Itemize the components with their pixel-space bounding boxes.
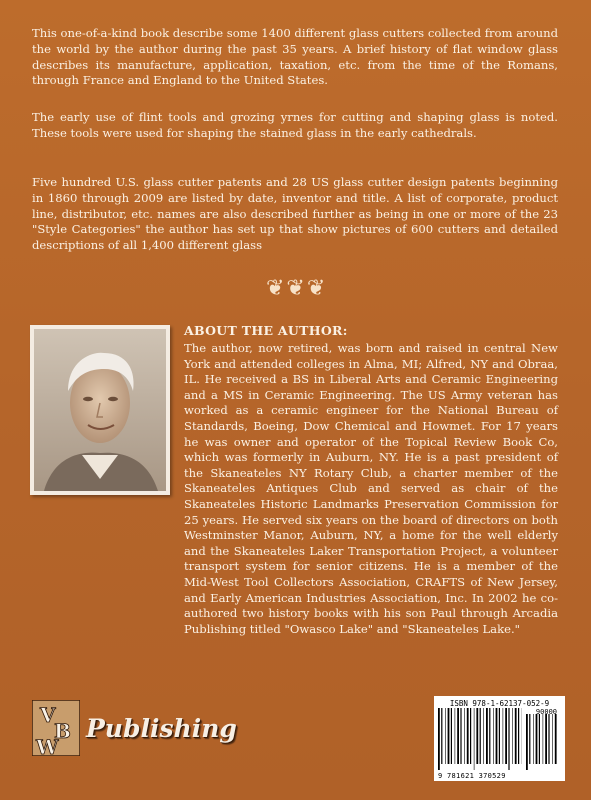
about-author-text: The author, now retired, was born and raised in central New York and attended colleges in Alma, MI; Alfred, NY and Obraa, IL. He received a BS in Liberal Arts and Ceramic Engineering and a MS in Ceramic Engineering. The US Army veteran has worked as a ceramic engineer for the National Bureau of Standards, Boeing, Dow Chemical and Howmet. For 17 years he was owner and operator of the Topical Review Book Co, which was formerly in Auburn, NY. He is a past president of the Skaneateles NY Rotary Club, a charter member of the Skaneateles Antiques Club and served as chair of the Skaneateles Historic Landmarks Preservation Commission for 25 years. He served six years on the board of directors on both Westminster Manor, Auburn, NY, a home for the well elderly and the Skaneateles Laker Transportation Project, a volunteer transport system for senior citizens. He is a member of the Mid-West Tool Collectors Association, CRAFTS of New Jersey, and Early American Industries Association, Inc. In 2002 he co-authored two history books with his son Paul through Arcadia Publishing titled "Owasco Lake" and "Skaneateles Lake." [184,341,558,636]
blurb-paragraph-3: Five hundred U.S. glass cutter patents and 28 US glass cutter design patents beginning in 1860 through 2009 are listed by date, inventor and title. A list of corporate, product line, distributor, etc. names are also described further as being in one or more of the 23 "Style Categories" the author has set up that show pictures of 600 cutters and detailed descriptions of all 1,400 different glass [32,175,558,253]
vbw-monogram-icon [32,700,80,756]
svg-text:B: B [54,719,71,743]
isbn-label: ISBN 978-1-62137-052-9 [449,699,550,708]
isbn-barcode [434,696,565,781]
barcode-digits: 9 781621 370529 [438,772,506,780]
publisher-name: Publishing [86,714,237,743]
blurb-paragraph-1: This one-of-a-kind book describe some 1400 different glass cutters collected from around the world by the author during the past 35 years. A brief history of flat window glass describes its manufacture, application, taxation, etc. from the time of the Romans, through France and England to the United States. [32,26,558,88]
svg-text:W: W [36,735,59,756]
flourish-ornament: ❦❦❦ [266,276,328,301]
svg-text:V: V [40,703,56,727]
barcode-bars-main [438,708,522,770]
blurb-paragraph-2: The early use of flint tools and grozing yrnes for cutting and shaping glass is noted. These tools were used for shaping the stained glass in the early cathedrals. [32,110,558,140]
barcode-addon-label: 90000 [535,708,557,716]
barcode-bars-addon [526,714,558,770]
about-author-heading: ABOUT THE AUTHOR: [184,323,348,338]
publisher-logo [32,700,252,760]
